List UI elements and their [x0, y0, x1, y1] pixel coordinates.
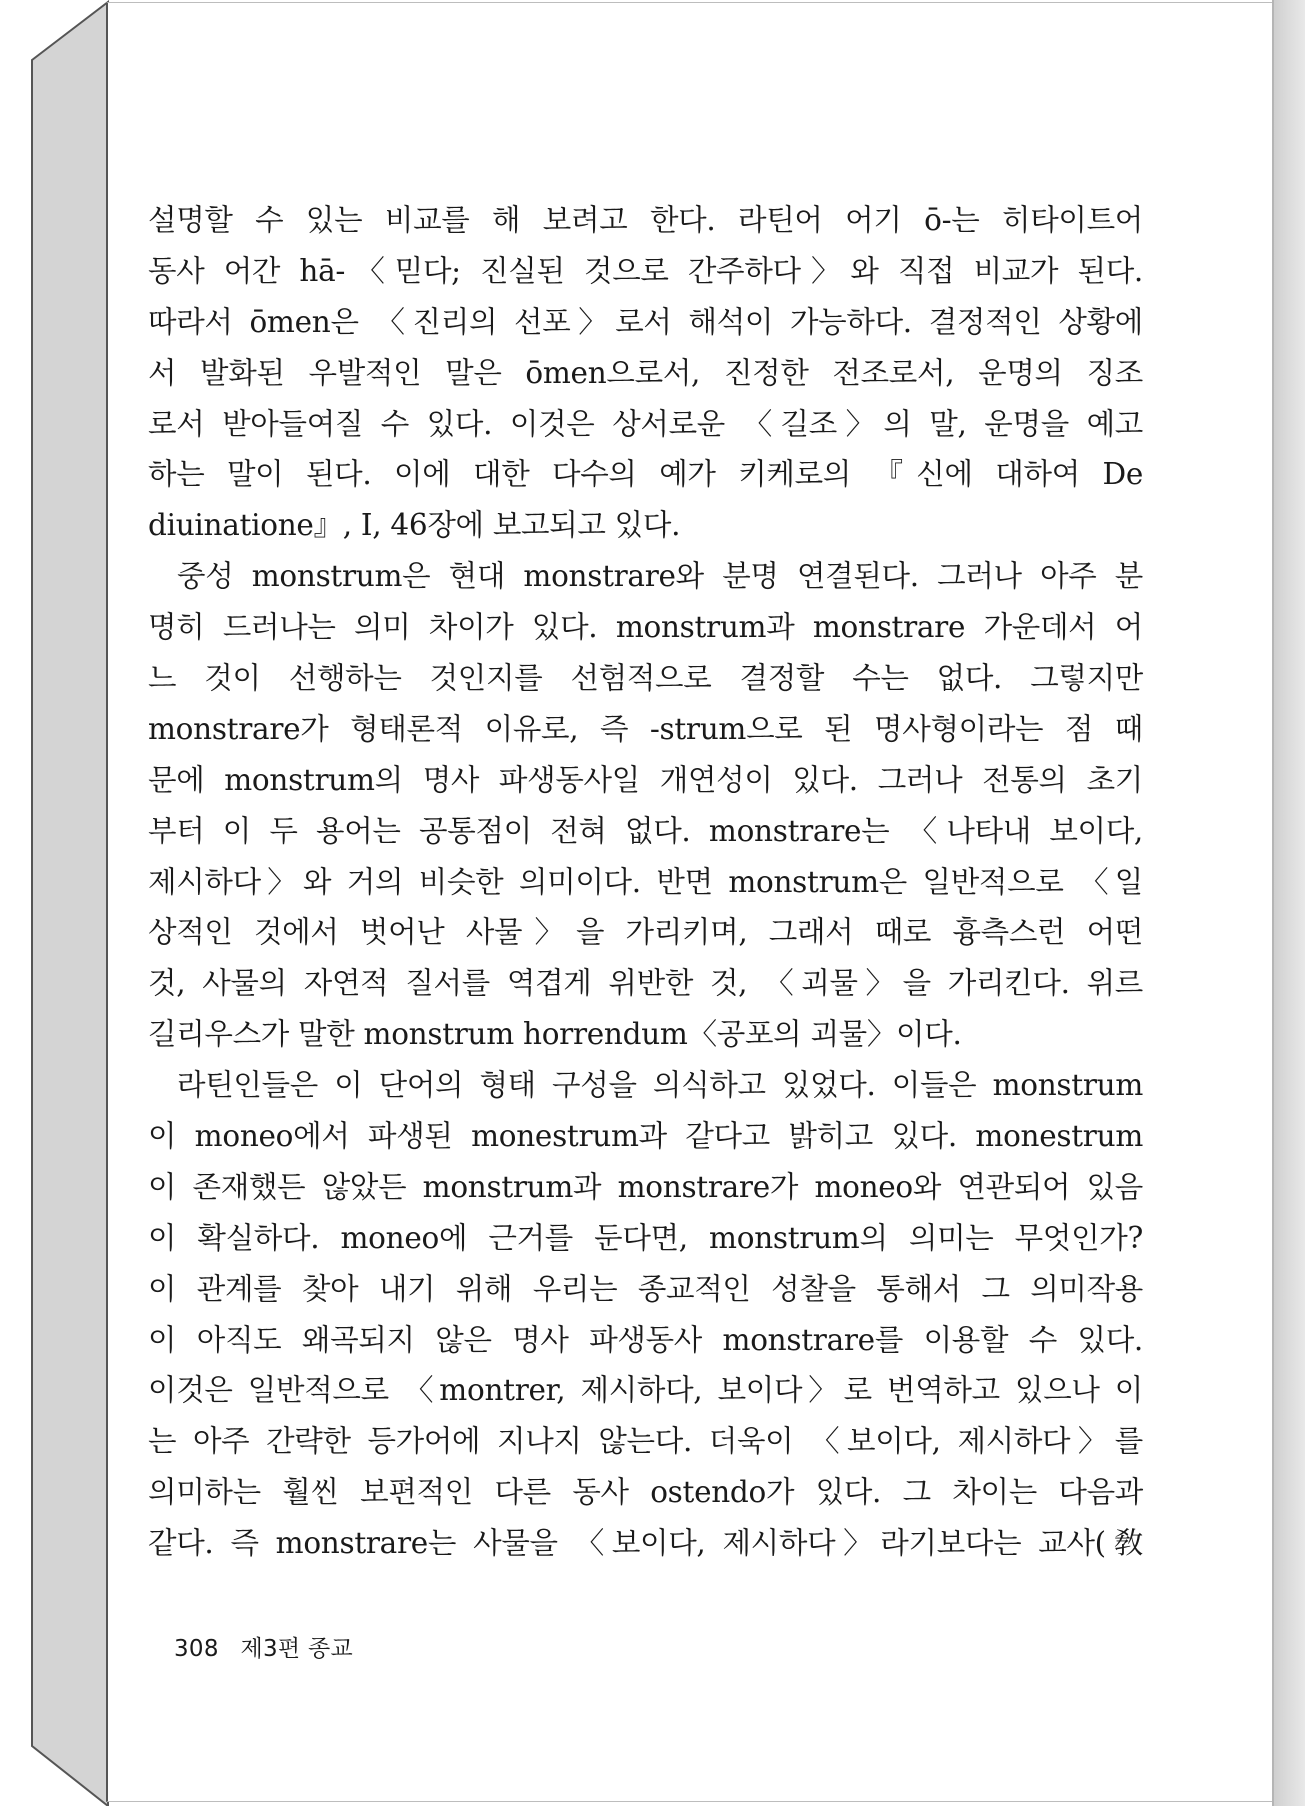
- paragraph: [148, 195, 1143, 551]
- text-line: 이 확실하다. moneo에 근거를 둔다면, monstrum의 의미는 무엇인가?: [148, 1220, 1143, 1255]
- text-line: 같다. 즉 monstrare는 사물을 〈보이다, 제시하다〉라기보다는 교사(敎: [148, 1526, 1143, 1561]
- body-text: [148, 195, 1143, 1569]
- text-line: 중성 monstrum은 현대 monstrare와 분명 연결된다. 그러나 아주 분: [177, 559, 1143, 594]
- text-line: 라틴인들은 이 단어의 형태 구성을 의식하고 있었다. 이들은 monstrum: [177, 1068, 1143, 1103]
- text-line: 이 관계를 찾아 내기 위해 우리는 종교적인 성찰을 통해서 그 의미작용: [148, 1271, 1143, 1306]
- text-line: 이 아직도 왜곡되지 않은 명사 파생동사 monstrare를 이용할 수 있다.: [148, 1322, 1143, 1357]
- section-title: 제3편 종교: [240, 1636, 354, 1662]
- book-side-edge: [30, 0, 110, 1806]
- text-line: 따라서 ōmen은 〈진리의 선포〉로서 해석이 가능하다. 결정적인 상황에: [148, 304, 1143, 339]
- text-line: 서 발화된 우발적인 말은 ōmen으로서, 진정한 전조로서, 운명의 징조: [148, 355, 1143, 390]
- text-line: 제시하다〉와 거의 비슷한 의미이다. 반면 monstrum은 일반적으로 〈일: [148, 864, 1143, 899]
- text-line: 길리우스가 말한 monstrum horrendum〈공포의 괴물〉이다.: [148, 1017, 962, 1052]
- page-number: 308: [174, 1636, 219, 1662]
- book-side-shape: [30, 0, 110, 1806]
- text-line: 이 존재했든 않았든 monstrum과 monstrare가 moneo와 연관되어 있음: [148, 1169, 1143, 1204]
- text-line: 부터 이 두 용어는 공통점이 전혀 없다. monstrare는 〈나타내 보이다,: [148, 813, 1143, 848]
- page-footer: [174, 1630, 353, 1663]
- text-line: 것, 사물의 자연적 질서를 역겹게 위반한 것, 〈괴물〉을 가리킨다. 위르: [148, 966, 1143, 1001]
- text-line: 하는 말이 된다. 이에 대한 다수의 예가 키케로의 『신에 대하여 De: [148, 457, 1143, 492]
- text-line: 문에 monstrum의 명사 파생동사일 개연성이 있다. 그러나 전통의 초기: [148, 762, 1143, 797]
- paragraph: [148, 1060, 1143, 1569]
- text-line: 상적인 것에서 벗어난 사물〉을 가리키며, 그래서 때로 흉측스런 어떤: [148, 915, 1143, 950]
- text-line: 는 아주 간략한 등가어에 지나지 않는다. 더욱이 〈보이다, 제시하다〉를: [148, 1424, 1143, 1459]
- text-line: 명히 드러나는 의미 차이가 있다. monstrum과 monstrare 가운데서 어: [148, 610, 1143, 645]
- text-line: 느 것이 선행하는 것인지를 선험적으로 결정할 수는 없다. 그렇지만: [148, 661, 1143, 696]
- text-line: 동사 어간 hā-〈믿다; 진실된 것으로 간주하다〉와 직접 비교가 된다.: [148, 253, 1143, 288]
- text-line: 이것은 일반적으로 〈montrer, 제시하다, 보이다〉로 번역하고 있으나 이: [148, 1373, 1143, 1408]
- text-line: 이 moneo에서 파생된 monestrum과 같다고 밝히고 있다. monestrum: [148, 1119, 1143, 1154]
- text-line: 의미하는 훨씬 보편적인 다른 동사 ostendo가 있다. 그 차이는 다음과: [148, 1475, 1143, 1510]
- page-right-shadow: [1274, 0, 1305, 1806]
- text-line: 설명할 수 있는 비교를 해 보려고 한다. 라틴어 어기 ō-는 히타이트어: [148, 203, 1143, 237]
- text-line: 로서 받아들여질 수 있다. 이것은 상서로운 〈길조〉의 말, 운명을 예고: [148, 406, 1143, 441]
- text-line: diuinatione』, I, 46장에 보고되고 있다.: [148, 508, 681, 543]
- text-line: monstrare가 형태론적 이유로, 즉 -strum으로 된 명사형이라는 점 때: [148, 711, 1143, 746]
- paragraph: [148, 551, 1143, 1060]
